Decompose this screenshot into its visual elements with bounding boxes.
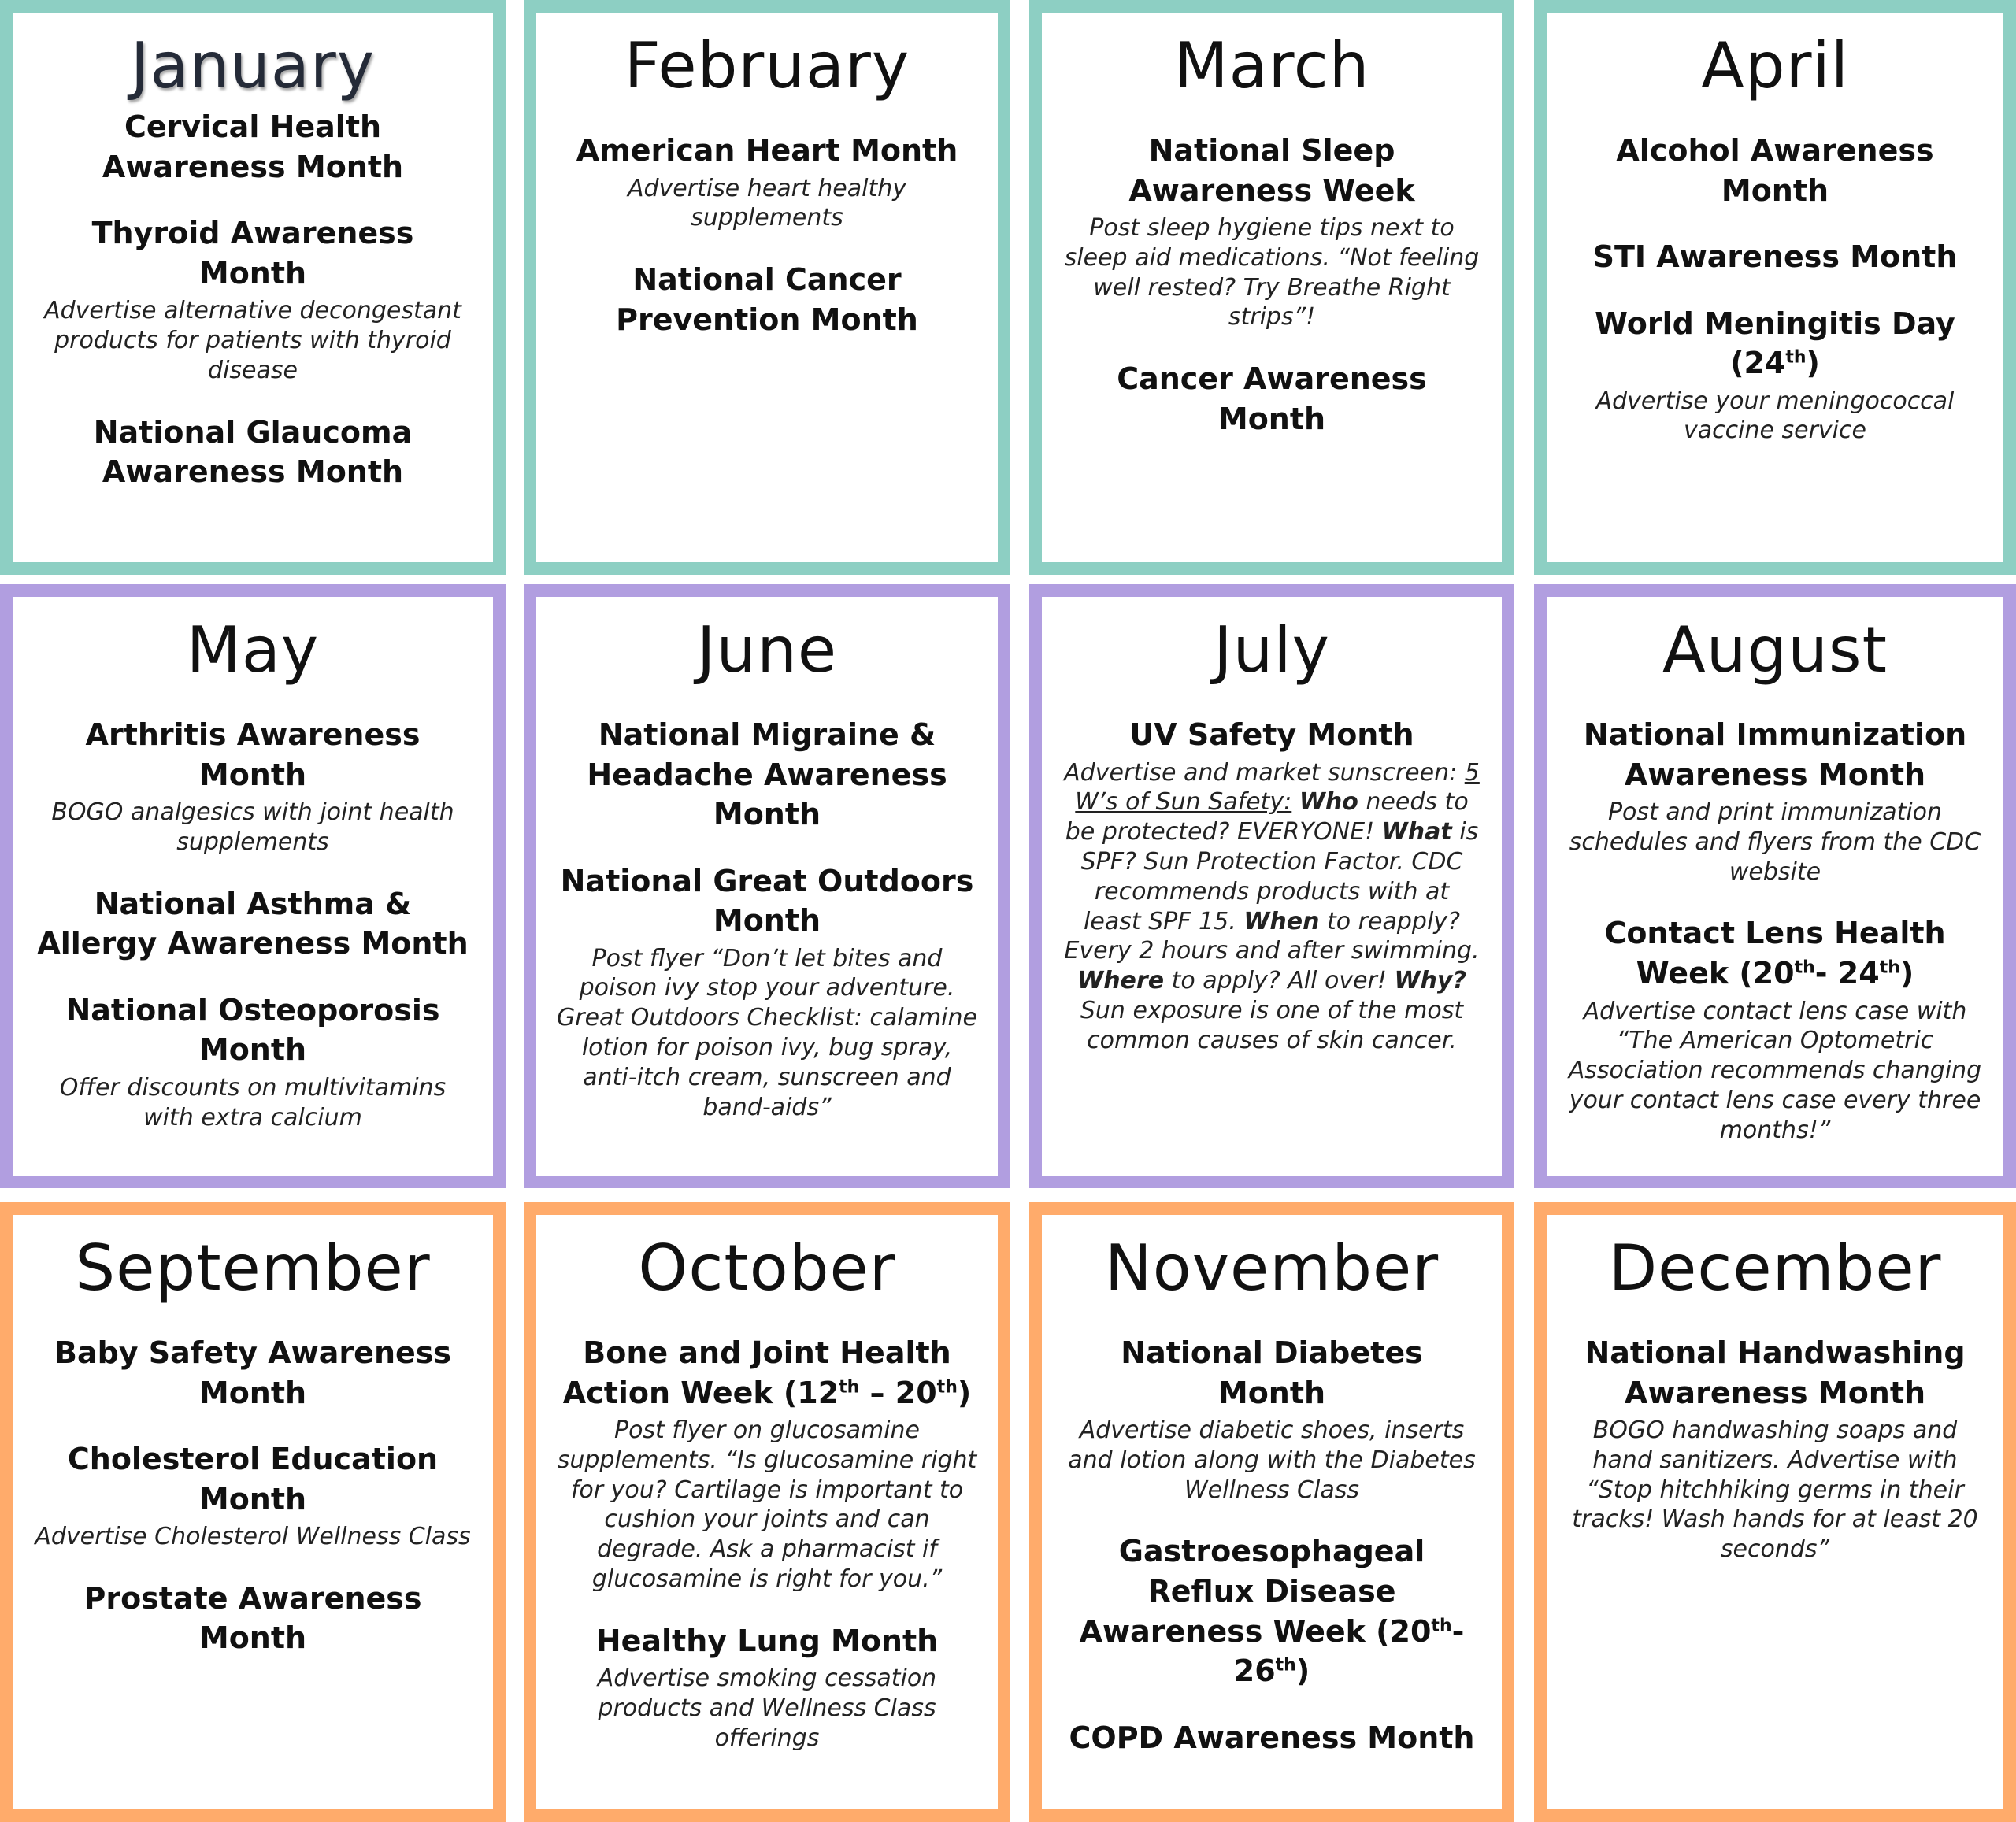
event xyxy=(33,1333,472,1413)
note-text: needs to be protected? EVERYONE! xyxy=(1065,788,1469,846)
event-title: Prostate Awareness Month xyxy=(83,1580,422,1656)
title-text: Gastroesophageal Reflux Disease Awareness Week (20 xyxy=(1079,1534,1432,1649)
event xyxy=(1062,715,1481,1056)
event-note: Advertise your meningococcal vaccine service xyxy=(1595,387,1955,445)
event xyxy=(33,1439,472,1552)
w-label: Where xyxy=(1077,967,1165,995)
month-title: December xyxy=(1608,1231,1942,1305)
event-note xyxy=(1062,758,1481,1056)
event-title: UV Safety Month xyxy=(1129,717,1414,752)
note-text: Advertise and market sunscreen: xyxy=(1064,758,1458,787)
ordinal-suffix: th xyxy=(839,1376,860,1397)
event xyxy=(557,260,977,339)
note-text: is SPF? Sun Protection Factor. CDC recommends products with at least SPF 15. xyxy=(1080,818,1479,935)
ordinal-suffix: th xyxy=(936,1376,958,1397)
event xyxy=(1062,1531,1481,1691)
w-label: What xyxy=(1381,818,1452,846)
title-text: - 24 xyxy=(1814,955,1880,991)
event xyxy=(1062,359,1481,439)
month-title: January xyxy=(130,29,376,102)
event-note: Post flyer “Don’t let bites and poison ivy stop your adventure. Great Outdoors Checklist: calamine lotion for poison ivy, bug spray, anti-itch cream, sunscreen and band-aids” xyxy=(557,944,977,1121)
event-title: Alcohol Awareness Month xyxy=(1616,133,1934,208)
event xyxy=(33,213,472,385)
month-title: September xyxy=(75,1231,431,1305)
card-september xyxy=(0,1202,506,1822)
month-title: May xyxy=(186,613,320,687)
event xyxy=(557,1621,977,1753)
card-may xyxy=(0,584,506,1188)
month-title: April xyxy=(1701,29,1849,102)
event xyxy=(33,884,472,964)
note-text: Sun exposure is one of the most common causes of skin cancer. xyxy=(1080,996,1464,1054)
event xyxy=(1567,304,1983,446)
title-text: – 20 xyxy=(859,1375,937,1410)
event-note: BOGO analgesics with joint health supplements xyxy=(51,798,454,856)
event-title: National Cancer Prevention Month xyxy=(616,262,918,337)
event-note: Advertise diabetic shoes, inserts and lotion along with the Diabetes Wellness Class xyxy=(1068,1416,1476,1504)
event xyxy=(33,715,472,857)
event-note: Post flyer on glucosamine supplements. “Is glucosamine right for you? Cartilage is important to cushion your joints and can degrade. Ask a pharmacist if glucosamine is right for you.” xyxy=(557,1416,977,1594)
event-note: Post and print immunization schedules and flyers from the CDC website xyxy=(1569,798,1981,886)
event-title: National Glaucoma Awareness Month xyxy=(93,414,413,490)
month-title: February xyxy=(624,29,910,102)
w-label: Why? xyxy=(1394,967,1466,995)
event-title: National Handwashing Awareness Month xyxy=(1584,1335,1966,1410)
event xyxy=(1567,237,1983,277)
ordinal-suffix: th xyxy=(1275,1655,1296,1676)
event-note: Post sleep hygiene tips next to sleep aid medications. “Not feeling well rested? Try Breathe Right strips”! xyxy=(1064,214,1480,331)
event-title xyxy=(1062,1531,1481,1691)
card-june xyxy=(524,584,1010,1188)
title-text: ) xyxy=(957,1375,972,1410)
event xyxy=(1567,1333,1983,1565)
month-title: August xyxy=(1662,613,1888,687)
event-note: Offer discounts on multivitamins with extra calcium xyxy=(59,1073,447,1131)
title-text: ) xyxy=(1899,955,1914,991)
event-title: Cervical Health Awareness Month xyxy=(102,109,404,184)
event xyxy=(33,1579,472,1658)
event-note: Advertise contact lens case with “The American Optometric Association recommends changing your contact lens case every three months!” xyxy=(1568,997,1982,1144)
event xyxy=(1062,1718,1481,1758)
card-july xyxy=(1029,584,1514,1188)
event-title: Cancer Awareness Month xyxy=(1117,361,1427,436)
title-text: ) xyxy=(1806,346,1820,381)
event xyxy=(1567,913,1983,1145)
card-february xyxy=(524,0,1010,575)
event-note: Advertise smoking cessation products and Wellness Class offerings xyxy=(597,1665,937,1752)
event-title xyxy=(1567,304,1983,383)
month-title: June xyxy=(696,613,838,687)
event xyxy=(557,861,977,1123)
event-title: COPD Awareness Month xyxy=(1069,1720,1475,1755)
event-note: Advertise heart healthy supplements xyxy=(627,174,907,232)
card-january xyxy=(0,0,506,575)
event-title: Arthritis Awareness Month xyxy=(85,717,421,792)
title-text: World Meningitis Day (24 xyxy=(1595,306,1955,381)
event-title: Healthy Lung Month xyxy=(595,1623,939,1658)
note-text: to apply? All over! xyxy=(1171,967,1387,995)
event xyxy=(557,1333,977,1594)
event-title xyxy=(1567,913,1983,993)
event-title: National Great Outdoors Month xyxy=(560,863,974,939)
event-title: Cholesterol Education Month xyxy=(67,1442,439,1516)
event-title: Baby Safety Awareness Month xyxy=(54,1335,452,1410)
event-title: STI Awareness Month xyxy=(1592,239,1958,275)
event-title: National Sleep Awareness Week xyxy=(1128,133,1415,208)
note-text: to reapply? Every 2 hours and after swimming. xyxy=(1064,907,1480,965)
event-title: National Immunization Awareness Month xyxy=(1583,717,1967,792)
event-title xyxy=(557,1333,977,1413)
card-august xyxy=(1534,584,2016,1188)
event xyxy=(1567,131,1983,210)
month-title: March xyxy=(1173,29,1370,102)
ordinal-suffix: th xyxy=(1794,957,1815,978)
card-october xyxy=(524,1202,1010,1822)
event xyxy=(33,991,472,1133)
month-title: November xyxy=(1104,1231,1440,1305)
event xyxy=(33,107,472,187)
event-note: Advertise alternative decongestant products for patients with thyroid disease xyxy=(44,297,461,384)
event xyxy=(1062,1333,1481,1505)
event xyxy=(1567,715,1983,887)
title-text: Bone and Joint Health Action Week (12 xyxy=(562,1335,951,1410)
event xyxy=(1062,131,1481,332)
event-title: American Heart Month xyxy=(576,133,958,168)
event-title: Thyroid Awareness Month xyxy=(91,216,414,291)
note-underlined: 5 W’s of Sun Safety: xyxy=(1075,758,1480,817)
event-title: National Asthma & Allergy Awareness Month xyxy=(37,886,469,961)
title-text: Contact Lens Health Week (20 xyxy=(1604,916,1946,991)
title-text: ) xyxy=(1295,1654,1310,1689)
ordinal-suffix: th xyxy=(1879,957,1900,978)
event xyxy=(557,131,977,233)
event-note: Advertise Cholesterol Wellness Class xyxy=(35,1523,471,1551)
card-march xyxy=(1029,0,1514,575)
event-title: National Migraine & Headache Awareness Month xyxy=(587,717,947,832)
title-text: -26 xyxy=(1233,1613,1465,1689)
w-label: Who xyxy=(1299,788,1358,817)
month-title: July xyxy=(1214,613,1330,687)
event xyxy=(33,413,472,492)
card-april xyxy=(1534,0,2016,575)
card-november xyxy=(1029,1202,1514,1822)
card-december xyxy=(1534,1202,2016,1822)
ordinal-suffix: th xyxy=(1431,1615,1452,1635)
month-title: October xyxy=(638,1231,896,1305)
event xyxy=(557,715,977,835)
w-label: When xyxy=(1243,907,1320,935)
event-title: National Diabetes Month xyxy=(1121,1335,1423,1410)
ordinal-suffix: th xyxy=(1785,347,1807,368)
event-title: National Osteoporosis Month xyxy=(65,992,440,1068)
event-note: BOGO handwashing soaps and hand sanitizers. Advertise with “Stop hitchhiking germs in their tracks! Wash hands for at least 20 seconds” xyxy=(1572,1416,1978,1564)
